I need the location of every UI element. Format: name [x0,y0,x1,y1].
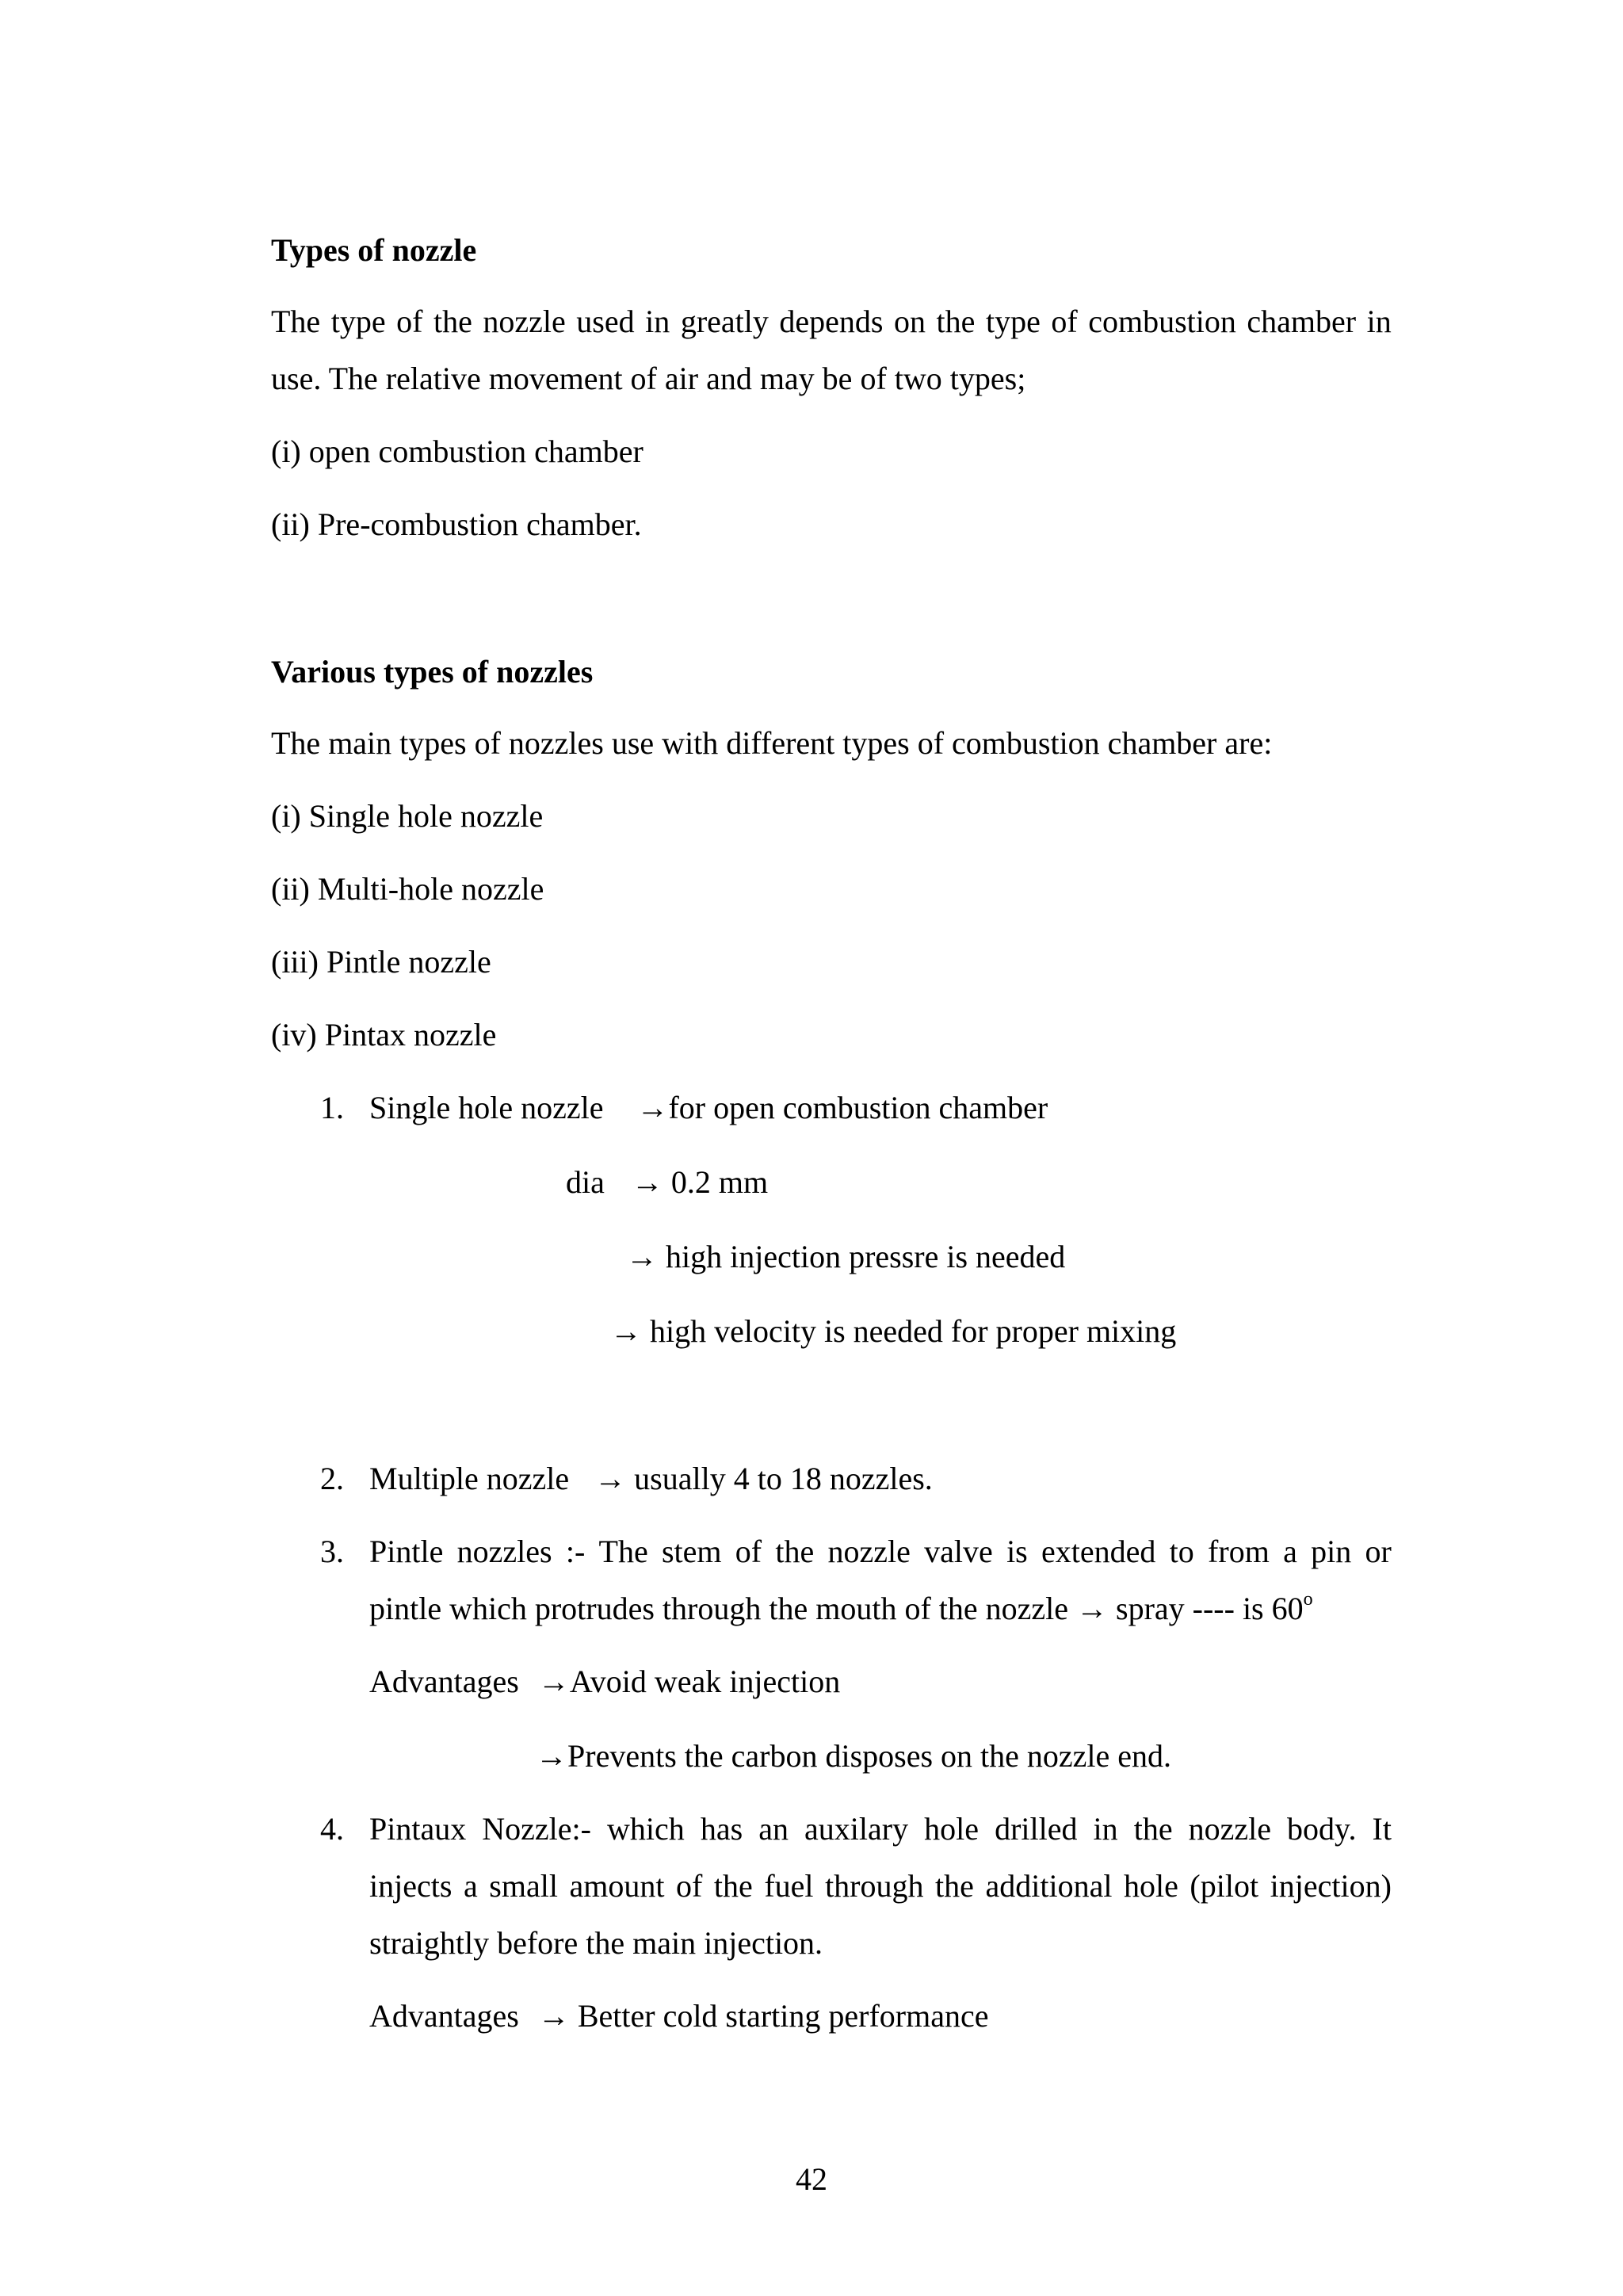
section-intro: The main types of nozzles use with different types of combustion chamber are: [271,725,1273,761]
item1-label: Single hole nozzle [369,1090,604,1125]
word: drilled [995,1811,1078,1847]
word: The [271,304,321,339]
list-number: 3. [320,1534,344,1569]
word: from [1208,1534,1270,1569]
item2-text: usually 4 to 18 nozzles. [634,1461,933,1496]
item3-line-1 [369,1536,1392,1568]
word: of [1051,304,1078,339]
paragraph-line-1 [271,306,1392,338]
word: combustion [1088,304,1236,339]
word: Nozzle:- [482,1811,591,1847]
word: auxilary [804,1811,909,1847]
paragraph-line-2: use. The relative movement of air and may be of two types; [271,361,1026,396]
item2-line [369,1463,933,1495]
word: an [758,1811,789,1847]
word: the [1133,1811,1173,1847]
word: the [935,1868,974,1904]
word: body. [1287,1811,1357,1847]
word: which [607,1811,685,1847]
word: amount [569,1868,665,1904]
arrow-icon: → [626,1239,658,1274]
word: the [775,1534,815,1569]
word: (pilot [1190,1868,1259,1904]
item4-line-3: straightly before the main injection. [369,1925,823,1961]
list-number: 1. [320,1090,344,1125]
advantages-label: Advantages [369,1664,519,1699]
section-heading-types-of-nozzle: Types of nozzle [271,232,477,268]
word: through [825,1868,924,1904]
nozzle-type-item: (i) Single hole nozzle [271,798,544,834]
word: fuel [764,1868,814,1904]
note-line-1 [626,1241,1065,1273]
item3-advantages-line [369,1666,840,1698]
arrow-icon: → [636,1090,669,1125]
nozzle-type-item: (ii) Multi-hole nozzle [271,871,544,907]
page-number: 42 [796,2161,827,2197]
item1-text: for open combustion chamber [668,1090,1048,1125]
item4-advantages-line [369,2000,989,2032]
word: greatly [680,304,769,339]
word: nozzle [827,1534,911,1569]
word: used [576,304,635,339]
word: injection) [1270,1868,1392,1904]
word: nozzle [1188,1811,1271,1847]
arrow-icon: → [537,1998,570,2034]
word: small [489,1868,558,1904]
word: on [894,304,926,339]
advantages-label: Advantages [369,1998,519,2034]
word: Pintle [369,1534,444,1569]
nozzle-type-item: (iii) Pintle nozzle [271,944,491,980]
item4-line-1 [369,1813,1392,1845]
word: the [433,304,472,339]
word: of [735,1534,762,1569]
word: a [1283,1534,1297,1569]
word: extended [1041,1534,1156,1569]
degree-sup: o [1303,1589,1313,1610]
arrow-icon: → [537,1664,570,1699]
arrow-icon: → [1076,1591,1109,1626]
note-1: high injection pressre is needed [666,1239,1066,1274]
word: :- [565,1534,586,1569]
word: nozzles [456,1534,552,1569]
section-heading-various-types: Various types of nozzles [271,654,594,690]
item3-advantage-2-line [536,1740,1171,1772]
dia-value: 0.2 mm [670,1164,769,1200]
word: Pintaux [369,1811,467,1847]
word: depends [779,304,884,339]
word: additional [985,1868,1113,1904]
word: or [1365,1534,1392,1569]
list-item-pre-chamber: (ii) Pre-combustion chamber. [271,506,642,542]
word: in [1366,304,1392,339]
arrow-icon: → [536,1738,567,1774]
word: the [936,304,976,339]
item3-line-2 [369,1589,1313,1626]
word: has [700,1811,743,1847]
item3-line2-a: pintle which protrudes through the mouth of the nozzle [369,1591,1069,1626]
word: of [396,304,423,339]
word: in [1093,1811,1118,1847]
word: in [645,304,670,339]
item4-adv-1: Better cold starting performance [577,1998,989,2034]
note-line-2 [610,1313,1177,1349]
word: valve [924,1534,993,1569]
word: nozzle [483,304,566,339]
word: type [330,304,386,339]
note-2: high velocity is needed for proper mixing [650,1313,1177,1349]
arrow-icon: → [610,1313,642,1349]
dia-label: dia [566,1164,605,1200]
nozzle-type-item: (iv) Pintax nozzle [271,1017,497,1052]
arrow-icon: → [594,1461,627,1496]
word: the [713,1868,753,1904]
word: hole [924,1811,980,1847]
word: type [985,304,1041,339]
word: of [676,1868,703,1904]
arrow-icon: → [631,1164,663,1200]
word: chamber [1247,304,1357,339]
item4-line-2 [369,1870,1392,1902]
item3-adv-2: Prevents the carbon disposes on the nozzle end. [567,1738,1172,1774]
list-number: 4. [320,1811,344,1847]
item3-line2-b: spray ---- is 60 [1116,1591,1304,1626]
item1-line [369,1092,1048,1124]
word: a [463,1868,478,1904]
word: The [598,1534,648,1569]
list-item-open-chamber: (i) open combustion chamber [271,434,643,469]
list-number: 2. [320,1461,344,1496]
word: to [1169,1534,1194,1569]
word: is [1006,1534,1028,1569]
word: It [1372,1811,1392,1847]
dia-line [566,1164,769,1200]
item3-adv-1: Avoid weak injection [569,1664,841,1699]
item2-label: Multiple nozzle [369,1461,570,1496]
word: stem [661,1534,722,1569]
word: injects [369,1868,453,1904]
word: hole [1123,1868,1178,1904]
word: pin [1311,1534,1352,1569]
